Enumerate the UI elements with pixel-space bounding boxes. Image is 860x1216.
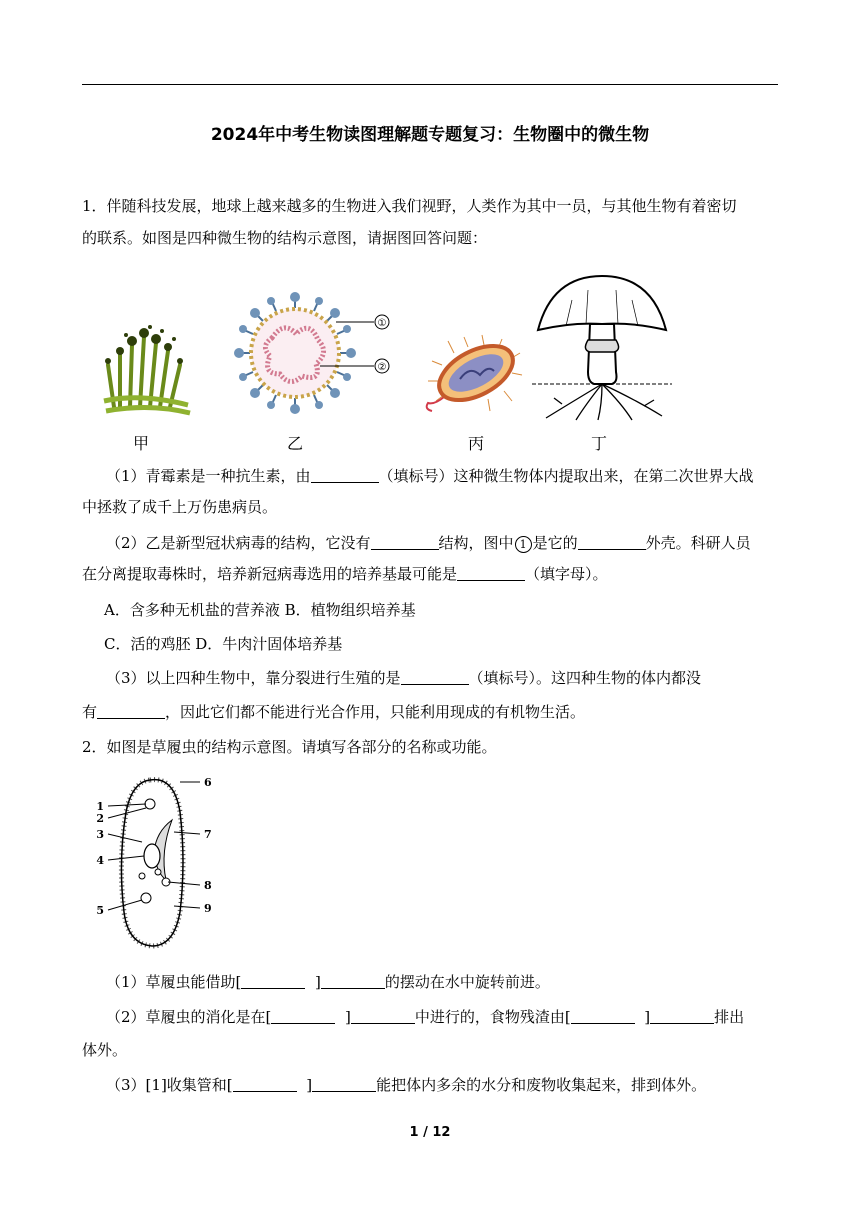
part-label: 1 — [96, 800, 104, 813]
answer-blank[interactable] — [321, 973, 385, 989]
q1-stem-line1: 1．伴随科技发展，地球上越来越多的生物进入我们视野，人类作为其中一员，与其他生物有着密切 — [82, 197, 737, 215]
q1-sub1-line2: 中拯救了成千上万伤患病员。 — [82, 498, 278, 516]
marker-2: ② — [377, 362, 387, 373]
q1-stem-line2: 的联系。如图是四种微生物的结构示意图，请据图回答问题： — [82, 229, 488, 247]
q2-sub2-line1: （2）草履虫的消化是在[ ] 中进行的，食物残渣由[ ] 排出 — [106, 1008, 745, 1026]
answer-blank[interactable] — [371, 534, 439, 550]
q1-sub2-line1: （2）乙是新型冠状病毒的结构，它没有 结构，图中 1 是它的 外壳。科研人员 — [106, 534, 751, 552]
coronavirus-figure — [232, 290, 422, 416]
answer-blank[interactable] — [457, 565, 525, 581]
part-label: 6 — [204, 776, 212, 789]
q2-sub3: （3）[1]收集管和[ ] 能把体内多余的水分和废物收集起来，排到体外。 — [106, 1076, 707, 1094]
answer-blank[interactable] — [650, 1008, 714, 1024]
q1-options-cd: C．活的鸡胚 D．牛肉汁固体培养基 — [104, 635, 343, 653]
answer-blank[interactable] — [571, 1008, 635, 1024]
q1-sub3-line1: （3）以上四种生物中，靠分裂进行生殖的是 （填标号）。这四种生物的体内都没 — [106, 669, 702, 687]
part-label: 4 — [96, 854, 104, 867]
part-label: 9 — [204, 902, 212, 915]
mold-figure — [100, 315, 192, 415]
bacterium-figure — [424, 335, 524, 417]
marker-1: ① — [377, 318, 387, 329]
answer-blank[interactable] — [351, 1008, 415, 1024]
page-number: 1 / 12 — [409, 1125, 451, 1140]
q2-sub2-line2: 体外。 — [82, 1041, 128, 1059]
answer-blank[interactable] — [233, 1076, 297, 1092]
q1-sub3-line2: 有 ，因此它们都不能进行光合作用，只能利用现成的有机物生活。 — [82, 703, 586, 721]
answer-blank[interactable] — [271, 1008, 335, 1024]
answer-blank[interactable] — [578, 534, 646, 550]
part-label: 5 — [96, 904, 104, 917]
answer-blank[interactable] — [241, 973, 305, 989]
q2-sub1: （1）草履虫能借助[ ] 的摆动在水中旋转前进。 — [106, 973, 550, 991]
header-rule — [82, 84, 778, 85]
page-title: 2024年中考生物读图理解题专题复习：生物圈中的微生物 — [210, 125, 650, 145]
label-bing: 丙 — [468, 434, 485, 453]
paramecium-figure — [96, 772, 218, 954]
q1-options-ab: A．含多种无机盐的营养液 B．植物组织培养基 — [104, 601, 416, 619]
label-yi: 乙 — [287, 434, 304, 453]
answer-blank[interactable] — [97, 703, 165, 719]
q1-sub2-line2: 在分离提取毒株时，培养新冠病毒选用的培养基最可能是 （填字母）。 — [82, 565, 608, 583]
q2-stem: 2．如图是草履虫的结构示意图。请填写各部分的名称或功能。 — [82, 738, 497, 756]
q1-sub1-line1: （1）青霉素是一种抗生素，由 （填标号）这种微生物体内提取出来，在第二次世界大战 — [106, 467, 754, 485]
part-label: 7 — [204, 828, 212, 841]
answer-blank[interactable] — [311, 467, 379, 483]
part-label: 3 — [96, 828, 104, 841]
answer-blank[interactable] — [312, 1076, 376, 1092]
mushroom-figure — [532, 272, 672, 422]
part-label: 2 — [96, 812, 104, 825]
answer-blank[interactable] — [401, 669, 469, 685]
circled-number: 1 — [515, 536, 532, 553]
label-jia: 甲 — [133, 434, 150, 453]
part-label: 8 — [204, 879, 212, 892]
label-ding: 丁 — [591, 434, 608, 453]
